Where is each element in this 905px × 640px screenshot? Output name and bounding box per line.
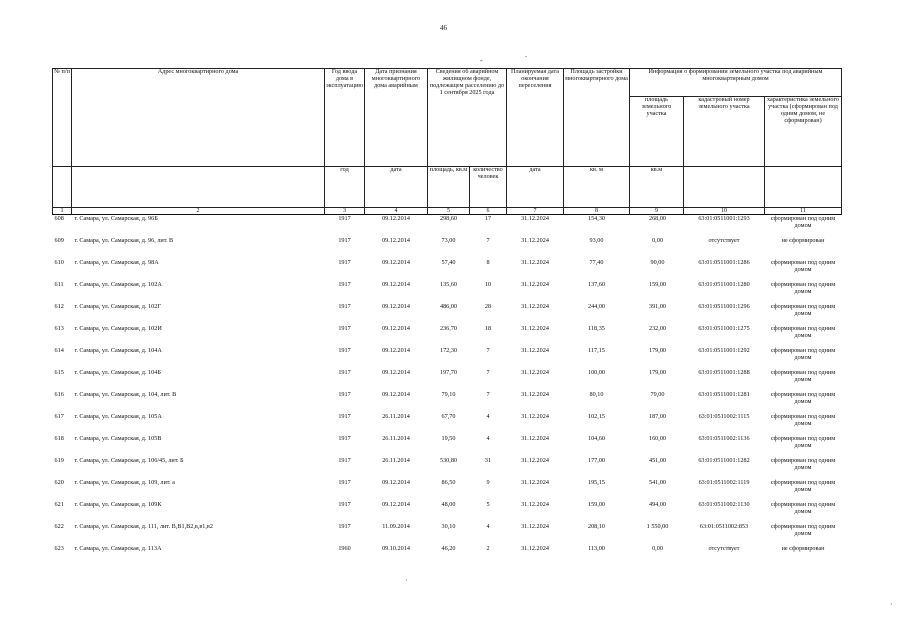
building-area-cell: 137,60 [587, 281, 605, 288]
people-cell: 7 [486, 347, 490, 354]
area-cell: 86,50 [441, 479, 456, 486]
row-number: 623 [54, 545, 64, 552]
address-cell: г. Самара, ул. Самарская, д. 111, лит. В,В1,В2,в,в1,в2 [74, 523, 213, 530]
land-characteristic-cell: сформирован под одним домом [770, 523, 836, 537]
header-year-built: Год ввода дома в эксплуатацию [325, 69, 365, 167]
land-characteristic-cell: сформирован под одним домом [770, 259, 836, 273]
table-row [53, 280, 842, 302]
address-cell: г. Самара, ул. Самарская, д. 109, лит. а [74, 479, 175, 486]
table-row [53, 368, 842, 390]
people-cell: 7 [486, 369, 490, 376]
planned-date-cell: 31.12.2024 [521, 501, 549, 508]
cadastral-cell: 63:01:0511002:1136 [698, 435, 750, 442]
land-area-cell: 268,00 [648, 215, 666, 222]
land-area-cell: 1 550,00 [646, 523, 669, 530]
header-building-area: Площадь застройки многоквартирного дома [564, 69, 630, 167]
row-number: 608 [54, 215, 64, 222]
header-address: Адрес многоквартирного дома [72, 69, 325, 167]
emergency-date-cell: 09.12.2014 [382, 325, 410, 332]
year-cell: 1917 [338, 325, 351, 332]
table-row [53, 522, 842, 544]
header-emergency-date: Дата признания многоквартирного дома аварийным [365, 69, 428, 167]
land-area-cell: 0,00 [652, 545, 663, 552]
people-cell: 8 [486, 259, 490, 266]
area-cell: 19,50 [441, 435, 456, 442]
col-number: 11 [765, 208, 842, 215]
col-number: 3 [325, 208, 365, 215]
emergency-date-cell: 09.12.2014 [382, 391, 410, 398]
land-characteristic-cell: сформирован под одним домом [770, 215, 836, 229]
col-number: 8 [564, 208, 630, 215]
table-row [53, 302, 842, 324]
building-area-cell: 117,15 [588, 347, 605, 354]
emergency-date-cell: 09.10.2014 [382, 545, 410, 552]
cadastral-cell: отсутствует [708, 237, 740, 244]
building-area-cell: 195,15 [587, 479, 605, 486]
table-header [53, 69, 842, 215]
planned-date-cell: 31.12.2024 [521, 435, 549, 442]
header-land-info: Информация о формировании земельного участка под аварийным многоквартирным домом [630, 69, 842, 97]
year-cell: 1917 [338, 303, 351, 310]
area-cell: 172,30 [439, 347, 457, 354]
col-number: 10 [684, 208, 765, 215]
cadastral-cell: 63:01:0511002:1130 [698, 501, 750, 508]
people-cell: 5 [486, 501, 490, 508]
address-cell: г. Самара, ул. Самарская, д. 96, лит. В [74, 237, 174, 244]
row-number: 615 [54, 369, 64, 376]
emergency-date-cell: 09.12.2014 [382, 369, 410, 376]
land-characteristic-cell: сформирован под одним домом [770, 325, 836, 339]
planned-date-cell: 31.12.2024 [521, 391, 549, 398]
row-number: 617 [54, 413, 64, 420]
address-cell: г. Самара, ул. Самарская, д. 104А [74, 347, 162, 354]
year-cell: 1917 [338, 347, 351, 354]
land-area-cell: 0,00 [652, 237, 663, 244]
scan-speck: · [890, 600, 893, 609]
year-cell: 1917 [338, 259, 351, 266]
emergency-date-cell: 09.12.2014 [382, 347, 410, 354]
address-cell: г. Самара, ул. Самарская, д. 104Б [74, 369, 161, 376]
emergency-date-cell: 26.11.2014 [382, 457, 410, 464]
row-number: 620 [54, 479, 64, 486]
building-area-cell: 102,15 [587, 413, 605, 420]
table-row [53, 478, 842, 500]
table-row [53, 412, 842, 434]
row-number: 619 [54, 457, 64, 464]
address-cell: г. Самара, ул. Самарская, д. 102Г [74, 303, 161, 310]
planned-date-cell: 31.12.2024 [521, 325, 549, 332]
row-number: 612 [54, 303, 64, 310]
land-area-cell: 159,00 [648, 281, 666, 288]
year-cell: 1917 [338, 237, 351, 244]
row-number: 618 [54, 435, 64, 442]
col-number: 4 [365, 208, 428, 215]
area-cell: 30,10 [441, 523, 456, 530]
planned-date-cell: 31.12.2024 [521, 259, 549, 266]
land-area-cell: 179,00 [648, 369, 666, 376]
cadastral-cell: 63:01:0511001:1281 [698, 391, 750, 398]
people-cell: 4 [486, 413, 490, 420]
scan-speck: · [405, 576, 408, 585]
cadastral-cell: 63:01:0511001:1286 [698, 259, 750, 266]
land-characteristic-cell: сформирован под одним домом [770, 303, 836, 317]
building-area-cell: 77,40 [589, 259, 604, 266]
land-area-cell: 494,00 [648, 501, 666, 508]
area-cell: 57,40 [441, 259, 456, 266]
land-characteristic-cell: сформирован под одним домом [770, 347, 836, 361]
area-cell: 530,80 [439, 457, 457, 464]
row-number: 614 [54, 347, 64, 354]
building-area-cell: 93,00 [589, 237, 604, 244]
row-number: 621 [54, 501, 64, 508]
year-cell: 1917 [338, 501, 351, 508]
table-row [53, 258, 842, 280]
land-characteristic-cell: сформирован под одним домом [770, 369, 836, 383]
planned-date-cell: 31.12.2024 [521, 347, 549, 354]
year-cell: 1917 [338, 479, 351, 486]
people-cell: 7 [486, 237, 490, 244]
area-cell: 67,70 [441, 413, 456, 420]
cadastral-cell: 63:01:0511001:1288 [698, 369, 750, 376]
emergency-date-cell: 11.09.2014 [382, 523, 410, 530]
unit-building-area: кв. м [564, 167, 630, 208]
people-cell: 28 [484, 303, 492, 310]
unit-area: площадь, кв.м [428, 167, 470, 208]
cadastral-cell: 63:01:0511001:1282 [698, 457, 750, 464]
address-cell: г. Самара, ул. Самарская, д. 104, лит. В [74, 391, 177, 398]
table-row [53, 544, 842, 566]
address-cell: г. Самара, ул. Самарская, д. 113А [74, 545, 162, 552]
address-cell: г. Самара, ул. Самарская, д. 102А [74, 281, 162, 288]
building-area-cell: 208,10 [587, 523, 605, 530]
address-cell: г. Самара, ул. Самарская, д. 105В [74, 435, 162, 442]
table-row [53, 324, 842, 346]
cadastral-cell: 63:01:0511001:1292 [698, 347, 750, 354]
building-area-cell: 118,35 [588, 325, 605, 332]
area-cell: 197,70 [439, 369, 457, 376]
cadastral-cell: 63:01:0511001:1293 [698, 215, 750, 222]
area-cell: 236,70 [439, 325, 457, 332]
scan-speck: . [525, 50, 527, 59]
emergency-date-cell: 09.12.2014 [382, 303, 410, 310]
cadastral-cell: 63:01:0511001:1296 [698, 303, 750, 310]
header-land-characteristic: характеристика земельного участка (сформирован под одним домом, не сформирован) [765, 97, 842, 167]
address-cell: г. Самара, ул. Самарская, д. 96Б [74, 215, 158, 222]
year-cell: 1917 [338, 215, 351, 222]
planned-date-cell: 31.12.2024 [521, 457, 549, 464]
cadastral-cell: 63:01:0511002:1115 [698, 413, 750, 420]
area-cell: 79,10 [441, 391, 456, 398]
planned-date-cell: 31.12.2024 [521, 523, 549, 530]
planned-date-cell: 31.12.2024 [521, 215, 549, 222]
land-area-cell: 160,00 [648, 435, 666, 442]
row-number: 611 [54, 281, 64, 288]
land-area-cell: 90,00 [650, 259, 665, 266]
planned-date-cell: 31.12.2024 [521, 303, 549, 310]
cadastral-cell: отсутствует [708, 545, 740, 552]
area-cell: 135,60 [439, 281, 457, 288]
table-row [53, 346, 842, 368]
cadastral-cell: 63:01:0511001:1275 [698, 325, 750, 332]
year-cell: 1960 [338, 545, 351, 552]
emergency-date-cell: 09.12.2014 [382, 259, 410, 266]
building-area-cell: 177,00 [587, 457, 605, 464]
year-cell: 1917 [338, 369, 351, 376]
table-row [53, 434, 842, 456]
emergency-housing-table [52, 68, 842, 566]
emergency-date-cell: 09.12.2014 [382, 215, 410, 222]
area-cell: 73,00 [441, 237, 456, 244]
building-area-cell: 244,00 [587, 303, 605, 310]
land-characteristic-cell: сформирован под одним домом [770, 413, 836, 427]
cadastral-cell: 63:01:0511002:853 [699, 523, 749, 530]
land-area-cell: 451,00 [648, 457, 666, 464]
land-characteristic-cell: не сформирован [781, 237, 825, 244]
planned-date-cell: 31.12.2024 [521, 237, 549, 244]
emergency-date-cell: 09.12.2014 [382, 237, 410, 244]
area-cell: 46,20 [441, 545, 456, 552]
table-row [53, 500, 842, 522]
address-cell: г. Самара, ул. Самарская, д. 98А [74, 259, 159, 266]
year-cell: 1917 [338, 391, 351, 398]
address-cell: г. Самара, ул. Самарская, д. 109К [74, 501, 162, 508]
table-body [53, 215, 842, 567]
planned-date-cell: 31.12.2024 [521, 545, 549, 552]
land-area-cell: 79,00 [650, 391, 665, 398]
table-row [53, 215, 842, 237]
year-cell: 1917 [338, 413, 351, 420]
land-characteristic-cell: сформирован под одним домом [770, 281, 836, 295]
land-area-cell: 232,00 [648, 325, 666, 332]
address-cell: г. Самара, ул. Самарская, д. 105А [74, 413, 162, 420]
building-area-cell: 159,00 [587, 501, 605, 508]
land-area-cell: 391,00 [648, 303, 666, 310]
land-area-cell: 179,00 [648, 347, 666, 354]
col-number: 6 [470, 208, 507, 215]
table-row [53, 390, 842, 412]
land-characteristic-cell: сформирован под одним домом [770, 435, 836, 449]
unit-people: количество человек [470, 167, 507, 208]
area-cell: 298,60 [439, 215, 457, 222]
building-area-cell: 100,00 [587, 369, 605, 376]
year-cell: 1917 [338, 435, 351, 442]
people-cell: 10 [484, 281, 492, 288]
address-cell: г. Самара, ул. Самарская, д. 102И [74, 325, 162, 332]
table-row [53, 236, 842, 258]
header-land-area: площадь земельного участка [630, 97, 684, 167]
page-number: 46 [440, 24, 447, 32]
header-cadastral: кадастровый номер земельного участка [684, 97, 765, 167]
row-number: 610 [54, 259, 64, 266]
land-characteristic-cell: сформирован под одним домом [770, 501, 836, 515]
people-cell: 17 [484, 215, 492, 222]
emergency-date-cell: 09.12.2014 [382, 281, 410, 288]
cadastral-cell: 63:01:0511001:1280 [698, 281, 750, 288]
people-cell: 4 [486, 435, 490, 442]
land-characteristic-cell: не сформирован [781, 545, 825, 552]
planned-date-cell: 31.12.2024 [521, 281, 549, 288]
building-area-cell: 80,10 [589, 391, 604, 398]
planned-date-cell: 31.12.2024 [521, 413, 549, 420]
col-number: 1 [53, 208, 72, 215]
area-cell: 486,00 [439, 303, 457, 310]
unit-planned-date: дата [507, 167, 564, 208]
people-cell: 18 [484, 325, 492, 332]
land-area-cell: 187,00 [648, 413, 666, 420]
building-area-cell: 104,60 [587, 435, 605, 442]
building-area-cell: 154,30 [587, 215, 605, 222]
column-number-row [53, 208, 842, 215]
col-number: 2 [72, 208, 325, 215]
cadastral-cell: 63:01:0511002:1119 [698, 479, 750, 486]
planned-date-cell: 31.12.2024 [521, 479, 549, 486]
header-planned-end: Планируемая дата окончания переселения [507, 69, 564, 167]
people-cell: 9 [486, 479, 490, 486]
building-area-cell: 113,00 [588, 545, 605, 552]
land-characteristic-cell: сформирован под одним домом [770, 479, 836, 493]
year-cell: 1917 [338, 281, 351, 288]
table-row [53, 456, 842, 478]
unit-date: дата [365, 167, 428, 208]
people-cell: 7 [486, 391, 490, 398]
emergency-date-cell: 09.12.2014 [382, 501, 410, 508]
col-number: 5 [428, 208, 470, 215]
row-number: 609 [54, 237, 64, 244]
people-cell: 31 [484, 457, 492, 464]
emergency-date-cell: 26.11.2014 [382, 413, 410, 420]
land-characteristic-cell: сформирован под одним домом [770, 391, 836, 405]
row-number: 616 [54, 391, 64, 398]
emergency-date-cell: 09.12.2014 [382, 479, 410, 486]
row-number: 613 [54, 325, 64, 332]
area-cell: 48,00 [441, 501, 456, 508]
land-characteristic-cell: сформирован под одним домом [770, 457, 836, 471]
address-cell: г. Самара, ул. Самарская, д. 106/45, лит. Б [74, 457, 184, 464]
land-area-cell: 541,00 [648, 479, 666, 486]
scan-speck: - [480, 56, 483, 65]
year-cell: 1917 [338, 457, 351, 464]
col-number: 7 [507, 208, 564, 215]
header-emergency-fund: Сведения об аварийном жилищном фонде, подлежащем расселению до 1 сентября 2025 года [428, 69, 507, 167]
planned-date-cell: 31.12.2024 [521, 369, 549, 376]
row-number: 622 [54, 523, 64, 530]
year-cell: 1917 [338, 523, 351, 530]
unit-land-area: кв.м [630, 167, 684, 208]
unit-year: год [325, 167, 365, 208]
people-cell: 4 [486, 523, 490, 530]
people-cell: 2 [486, 545, 490, 552]
header-row-number: № п/п [53, 69, 72, 167]
emergency-date-cell: 26.11.2014 [382, 435, 410, 442]
col-number: 9 [630, 208, 684, 215]
